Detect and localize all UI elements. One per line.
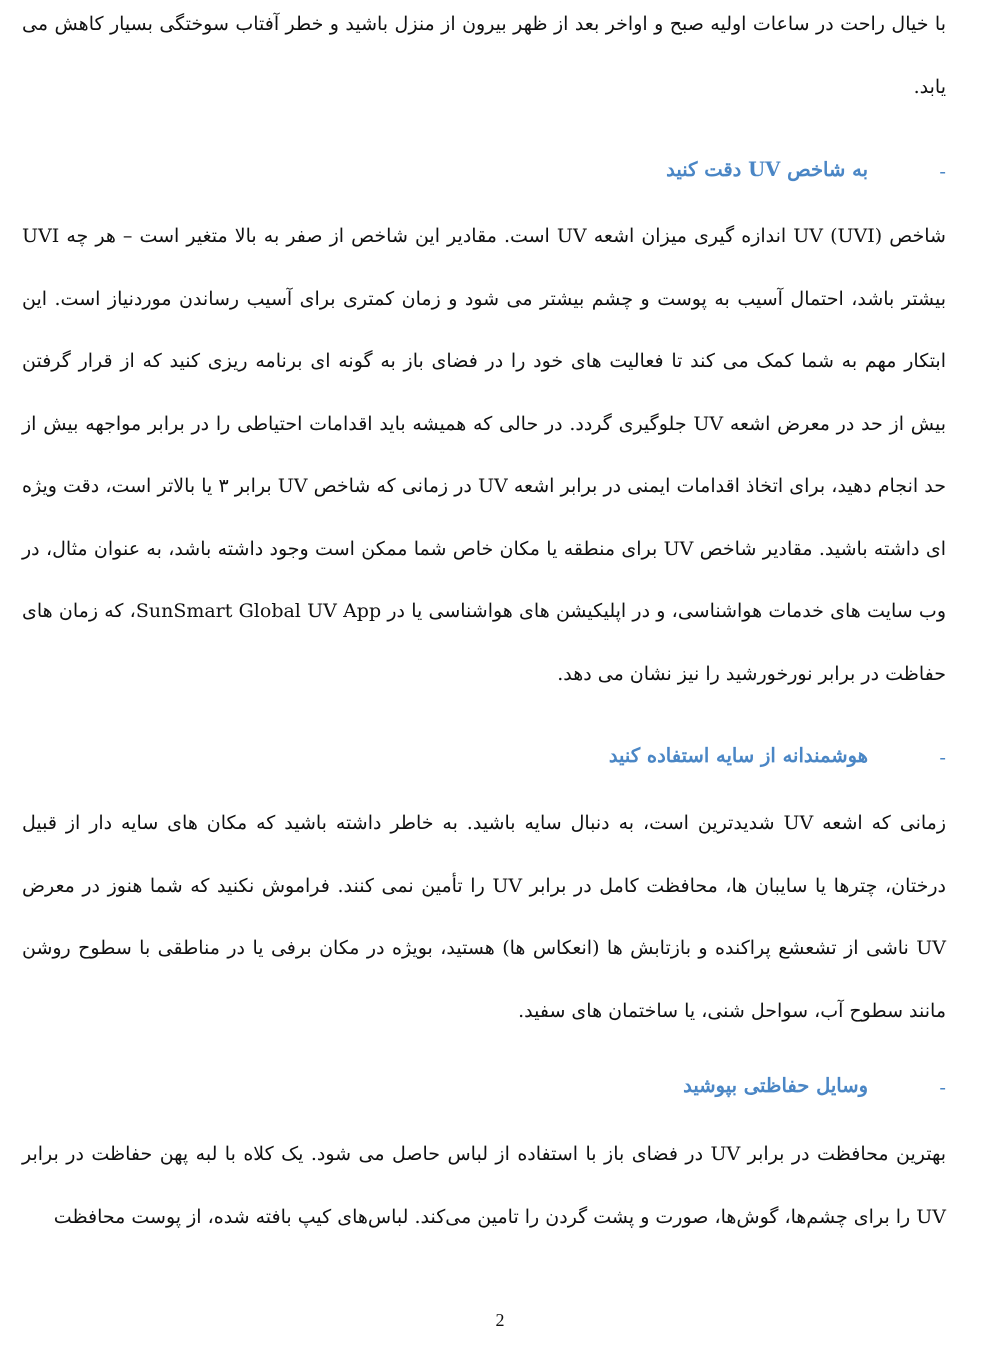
section-heading-protective-clothing [22,1068,946,1108]
section-heading-uv-index [22,152,946,192]
clothing-paragraph: بهترین محافظت در برابر UV در فضای باز با استفاده از لباس حاصل می شود. یک کلاه با لبه پهن حفاظت در برابر UV را برای چشم‌ها، گوش‌ها، صورت و پشت گردن را تامین می‌کند. لباس‌های کیپ بافته شده، از پوست محافظت [22,1143,947,1228]
uv-index-paragraph: شاخص UV (UVI) اندازه گیری میزان اشعه UV است. مقادیر این شاخص از صفر به بالا متغیر است – هر چه UVI بیشتر باشد، احتمال آسیب به پوست و چشم بیشتر می شود و زمان کمتری برای آسیب رساندن موردنیاز است. این ابتکار مهم به شما کمک می کند تا فعالیت های خود را در فضای باز به گونه ای برنامه ریزی کنید که از قرار گرفتن بیش از حد در معرض اشعه UV جلوگیری گردد. در حالی که همیشه باید اقدامات احتیاطی را در برابر مواجهه بیش از حد انجام دهید، برای اتخاذ اقدامات ایمنی در برابر اشعه UV در زمانی که شاخص UV برابر ۳ یا بالاتر است، دقت ویژه ای داشته باشید. مقادیر شاخص UV برای منطقه یا مکان خاص شما ممکن است وجود داشته باشد، به عنوان مثال، در وب سایت های خدمات هواشناسی، و در اپلیکیشن های هواشناسی یا در SunSmart Global UV App، که زمان های حفاظت در برابر نورخورشید را نیز نشان می دهد. [22,225,946,685]
intro-paragraph: با خیال راحت در ساعات اولیه صبح و اواخر بعد از ظهر بیرون از منزل باشید و خطر آفتاب سوختگی بسیار کاهش می یابد. [22,13,946,98]
heading-text: وسایل حفاظتی بپوشید [683,1074,868,1097]
shade-paragraph: زمانی که اشعه UV شدیدترین است، به دنبال سایه باشید. به خاطر داشته باشید که مکان های سایه دار از قبیل درختان، چترها یا سایبان ها، محافظت کامل در برابر UV را تأمین نمی کنند. فراموش نکنید که شما هنوز در معرض UV ناشی از تشعشع پراکنده و بازتابش ها (انعکاس ها) هستید، بویژه در مکان برفی یا در مناطقی با سطوح روشن مانند سطوح آب، سواحل شنی، یا ساختمان های سفید. [22,812,947,1022]
heading-bullet-dash: - [939,160,946,183]
heading-bullet-dash: - [939,746,946,769]
heading-text: به شاخص UV دقت کنید [666,158,868,181]
heading-bullet-dash: - [939,1076,946,1099]
page-number: 2 [495,1310,505,1330]
section-heading-shade [22,738,946,778]
heading-text: هوشمندانه از سایه استفاده کنید [608,744,868,767]
